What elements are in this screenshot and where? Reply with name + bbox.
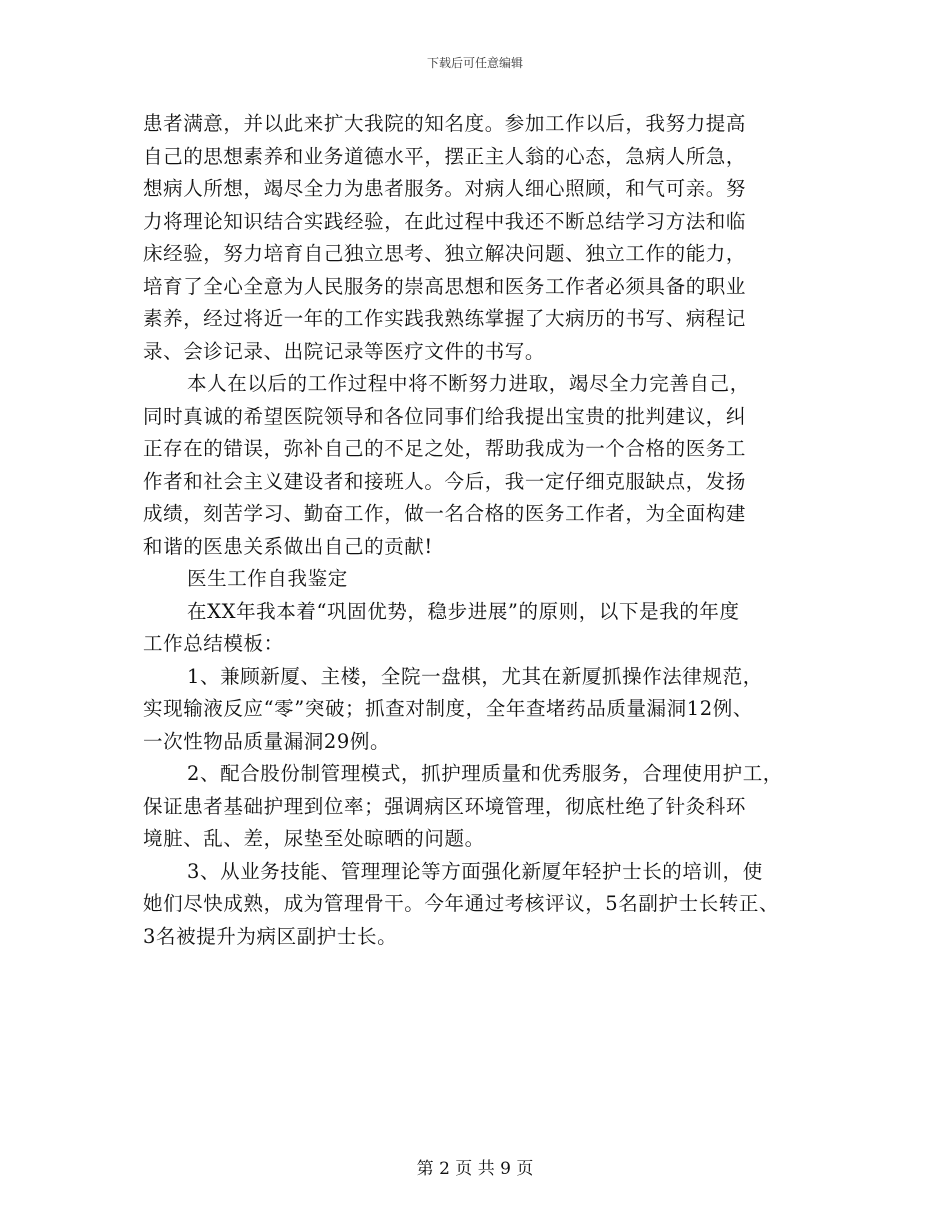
text-line: 患者满意，并以此来扩大我院的知名度。参加工作以后，我努力提高	[143, 112, 747, 135]
text-line: 自己的思想素养和业务道德水平，摆正主人翁的心态，急病人所急，	[143, 144, 747, 168]
section-heading: 医生工作自我鉴定	[187, 567, 348, 590]
text-line: 素养，经过将近一年的工作实践我熟练掌握了大病历的书写、病程记	[143, 307, 747, 330]
page-header: 下载后可任意编辑	[426, 56, 523, 70]
text-line: 想病人所想，竭尽全力为患者服务。对病人细心照顾，和气可亲。努	[143, 177, 747, 200]
text-line: 工作总结模板：	[143, 632, 284, 655]
text-line: 保证患者基础护理到位率；强调病区环境管理，彻底杜绝了针灸科环	[143, 794, 747, 818]
text-line: 床经验，努力培育自己独立思考、独立解决问题、独立工作的能力，	[143, 242, 747, 265]
text-line: 2、配合股份制管理模式，抓护理质量和优秀服务，合理使用护工，	[187, 762, 783, 785]
text-line: 境脏、乱、差，尿垫至处晾晒的问题。	[143, 827, 485, 850]
text-line: 本人在以后的工作过程中将不断努力进取，竭尽全力完善自己，	[187, 372, 750, 395]
text-line: 3、从业务技能、管理理论等方面强化新厦年轻护士长的培训，使	[187, 859, 763, 883]
text-line: 一次性物品质量漏洞29例。	[143, 729, 391, 753]
text-line: 她们尽快成熟，成为管理骨干。今年通过考核评议，5名副护士长转正、	[143, 892, 780, 915]
text-line: 力将理论知识结合实践经验，在此过程中我还不断总结学习方法和临	[143, 209, 747, 233]
page-number-footer: 第 2 页 共 9 页	[416, 1159, 534, 1179]
text-line: 实现输液反应“零”突破；抓查对制度，全年查堵药品质量漏洞12例、	[143, 697, 753, 720]
text-line: 成绩，刻苦学习、勤奋工作，做一名合格的医务工作者，为全面构建	[143, 502, 747, 525]
text-line: 培育了全心全意为人民服务的崇高思想和医务工作者必须具备的职业	[143, 274, 747, 298]
text-line: 1、兼顾新厦、主楼，全院一盘棋，尤其在新厦抓操作法律规范，	[187, 664, 763, 688]
text-line: 录、会诊记录、出院记录等医疗文件的书写。	[143, 339, 546, 363]
text-line: 3名被提升为病区副护士长。	[143, 924, 398, 948]
document-body	[143, 108, 823, 953]
text-line: 作者和社会主义建设者和接班人。今后，我一定仔细克服缺点，发扬	[143, 469, 747, 493]
text-line: 同时真诚的希望医院领导和各位同事们给我提出宝贵的批判建议，纠	[143, 404, 747, 428]
text-line: 和谐的医患关系做出自己的贡献!	[143, 534, 433, 558]
text-line: 在XX年我本着“巩固优势，稳步进展”的原则，以下是我的年度	[187, 599, 740, 623]
text-line: 正存在的错误，弥补自己的不足之处，帮助我成为一个合格的医务工	[143, 437, 747, 460]
